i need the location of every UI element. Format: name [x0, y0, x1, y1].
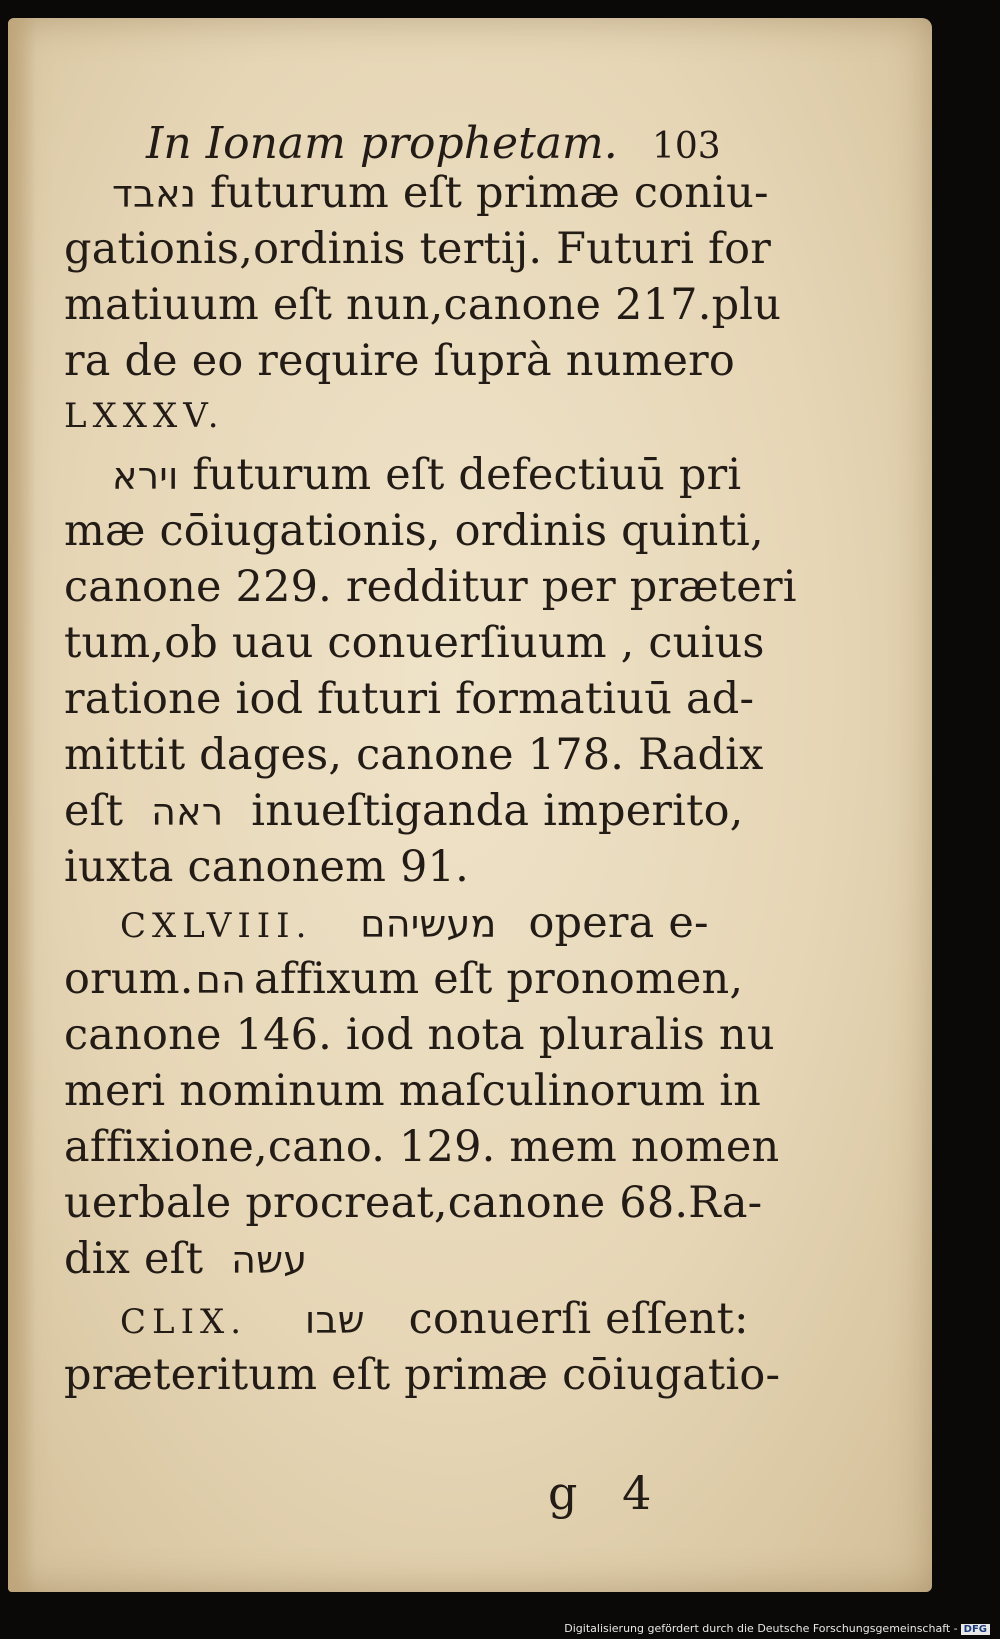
- text-line: matiuum eſt nun,canone 217.plu: [64, 280, 782, 330]
- latin-text: futurum eſt defectiuū pri: [192, 450, 742, 500]
- latin-text: opera e-: [528, 898, 709, 948]
- section-numeral: CXLVIII.: [120, 906, 313, 946]
- folio-number: 103: [652, 126, 721, 167]
- digitization-credit: [564, 1622, 990, 1635]
- hebrew-word: עשה: [231, 1238, 308, 1282]
- hebrew-word: שבו: [304, 1298, 365, 1342]
- latin-text: orum.: [64, 954, 194, 1004]
- text-line: [120, 1294, 749, 1344]
- latin-text: conuerſi eſſent:: [408, 1294, 749, 1344]
- text-line: canone 146. iod nota pluralis nu: [64, 1010, 775, 1060]
- credit-text: Digitalisierung gefördert durch die Deutsche Forschungsgemeinschaft -: [564, 1622, 958, 1635]
- latin-text: futurum eſt primæ coniu-: [210, 168, 769, 218]
- text-line: [112, 450, 741, 500]
- text-line: præteritum eſt primæ cōiugatio-: [64, 1350, 781, 1400]
- hebrew-word: הם: [195, 958, 247, 1002]
- text-line: LXXXV.: [64, 396, 225, 436]
- text-line: [64, 1234, 307, 1284]
- text-line: [64, 954, 743, 1004]
- latin-text: inueſtiganda imperito,: [251, 786, 744, 836]
- hebrew-word: וירא: [112, 454, 179, 498]
- text-line: uerbale procreat,canone 68.Ra-: [64, 1178, 763, 1228]
- text-line: iuxta canonem 91.: [64, 842, 469, 892]
- latin-text: affixum eſt pronomen,: [254, 954, 744, 1004]
- latin-text: eſt: [64, 786, 124, 836]
- hebrew-word: נאבד: [112, 172, 197, 216]
- text-line: tum,ob uau conuerſiuum , cuius: [64, 618, 765, 668]
- latin-text: dix eſt: [64, 1234, 204, 1284]
- section-numeral: CLIX.: [120, 1302, 248, 1342]
- running-title: In Ionam prophetam.: [146, 118, 618, 169]
- hebrew-word: ראה: [151, 790, 224, 834]
- text-line: mittit dages, canone 178. Radix: [64, 730, 764, 780]
- text-line: canone 229. redditur per præteri: [64, 562, 797, 612]
- page-gutter-shadow: [8, 18, 36, 1592]
- hebrew-word: מעשיהם: [360, 902, 497, 946]
- text-line: gationis,ordinis tertij. Futuri for: [64, 224, 771, 274]
- text-line: [120, 898, 709, 948]
- text-line: [64, 786, 744, 836]
- text-line: affixione,cano. 129. mem nomen: [64, 1122, 780, 1172]
- text-line: mæ cōiugationis, ordinis quinti,: [64, 506, 764, 556]
- text-line: [112, 168, 769, 218]
- book-page: [8, 18, 932, 1592]
- text-line: meri nominum maſculinorum in: [64, 1066, 762, 1116]
- signature-mark: g 4: [548, 1466, 652, 1520]
- text-line: ratione iod futuri formatiuū ad-: [64, 674, 755, 724]
- dfg-logo: DFG: [961, 1624, 990, 1635]
- text-line: ra de eo require ſuprà numero: [64, 336, 735, 386]
